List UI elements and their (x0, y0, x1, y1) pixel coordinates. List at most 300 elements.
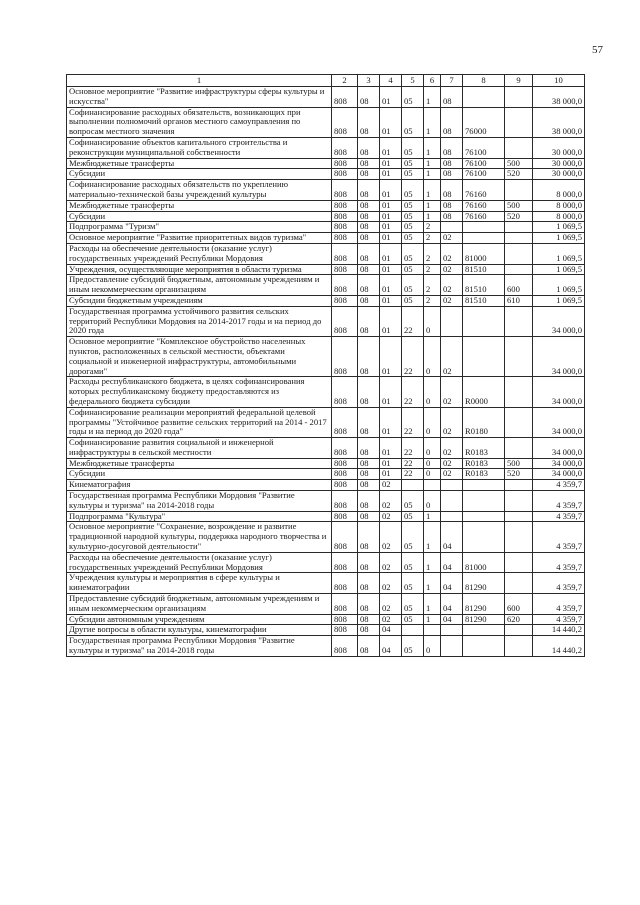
code-direction (463, 480, 505, 491)
code-activity: 04 (441, 594, 463, 615)
table-row (67, 552, 585, 573)
table-row (67, 222, 585, 233)
code-expense-type (505, 87, 533, 108)
table-row (67, 264, 585, 275)
code-program: 05 (402, 222, 424, 233)
row-name: Расходы республиканского бюджета, в целях софинансирования которых республиканскому бюджету предоставляются из федерального бюджета субсидии (67, 377, 332, 407)
code-expense-type (505, 438, 533, 459)
code-subsection: 01 (380, 377, 402, 407)
code-subsection: 02 (380, 480, 402, 491)
code-expense-type (505, 243, 533, 264)
code-subprogram: 1 (424, 87, 441, 108)
code-subsection: 02 (380, 614, 402, 625)
code-ministry: 808 (332, 573, 358, 594)
table-row (67, 469, 585, 480)
row-amount: 34 000,0 (533, 407, 585, 437)
code-direction: 81290 (463, 594, 505, 615)
row-amount: 34 000,0 (533, 469, 585, 480)
code-activity: 08 (441, 211, 463, 222)
code-activity: 08 (441, 169, 463, 180)
row-amount: 4 359,7 (533, 594, 585, 615)
code-subsection: 01 (380, 295, 402, 306)
code-section: 08 (358, 480, 380, 491)
code-program: 05 (402, 211, 424, 222)
code-subsection: 01 (380, 137, 402, 158)
row-name: Государственная программа устойчивого развития сельских территорий Республики Мордовия на 2014-2017 годы и на период до 2020 года (67, 306, 332, 336)
code-activity: 04 (441, 522, 463, 552)
code-subprogram: 0 (424, 491, 441, 512)
code-expense-type: 610 (505, 295, 533, 306)
header-cell: 4 (380, 75, 402, 87)
table-row (67, 636, 585, 657)
code-subsection: 01 (380, 243, 402, 264)
table-row (67, 200, 585, 211)
code-expense-type (505, 625, 533, 636)
code-subprogram (424, 480, 441, 491)
code-program: 05 (402, 137, 424, 158)
code-section: 08 (358, 107, 380, 137)
code-activity: 02 (441, 295, 463, 306)
code-section: 08 (358, 295, 380, 306)
code-subprogram: 0 (424, 458, 441, 469)
code-ministry: 808 (332, 243, 358, 264)
code-expense-type (505, 233, 533, 244)
code-direction: R0180 (463, 407, 505, 437)
code-subsection: 01 (380, 407, 402, 437)
code-section: 08 (358, 458, 380, 469)
page-number: 57 (592, 44, 603, 56)
code-section: 08 (358, 200, 380, 211)
code-activity (441, 491, 463, 512)
code-program: 05 (402, 243, 424, 264)
row-name: Подпрограмма "Культура" (67, 511, 332, 522)
code-subprogram: 1 (424, 211, 441, 222)
code-activity: 08 (441, 158, 463, 169)
code-expense-type: 520 (505, 169, 533, 180)
code-subprogram: 2 (424, 295, 441, 306)
code-subsection: 01 (380, 233, 402, 244)
code-program: 05 (402, 107, 424, 137)
code-expense-type (505, 377, 533, 407)
code-subsection: 04 (380, 625, 402, 636)
code-activity: 08 (441, 200, 463, 211)
code-ministry: 808 (332, 614, 358, 625)
code-subprogram: 1 (424, 107, 441, 137)
row-name: Межбюджетные трансферты (67, 158, 332, 169)
code-program: 05 (402, 522, 424, 552)
code-activity (441, 222, 463, 233)
code-direction: 81000 (463, 552, 505, 573)
code-direction (463, 306, 505, 336)
code-section: 08 (358, 469, 380, 480)
code-subsection: 02 (380, 552, 402, 573)
code-program: 05 (402, 295, 424, 306)
code-subsection: 01 (380, 222, 402, 233)
row-name: Софинансирование объектов капитального строительства и реконструкции муниципальной собственности (67, 137, 332, 158)
table-row (67, 625, 585, 636)
row-name: Субсидии (67, 469, 332, 480)
row-amount: 8 000,0 (533, 211, 585, 222)
code-subsection: 01 (380, 438, 402, 459)
code-subsection: 01 (380, 200, 402, 211)
row-name: Софинансирование расходных обязательств по укреплению материально-технической базы учреждений культуры (67, 180, 332, 201)
code-expense-type (505, 306, 533, 336)
code-subprogram: 1 (424, 511, 441, 522)
row-name: Межбюджетные трансферты (67, 200, 332, 211)
row-name: Софинансирование расходных обязательств, возникающих при выполнении полномочий органов местного самоуправления по вопросам местного значения (67, 107, 332, 137)
table-row (67, 211, 585, 222)
code-ministry: 808 (332, 180, 358, 201)
code-subprogram: 2 (424, 264, 441, 275)
row-name: Предоставление субсидий бюджетным, автономным учреждениям и иным некоммерческим организациям (67, 594, 332, 615)
code-subprogram: 0 (424, 377, 441, 407)
table-row (67, 180, 585, 201)
code-ministry: 808 (332, 636, 358, 657)
row-name: Кинематография (67, 480, 332, 491)
code-direction: 76160 (463, 180, 505, 201)
row-amount: 4 359,7 (533, 522, 585, 552)
row-name: Субсидии бюджетным учреждениям (67, 295, 332, 306)
code-expense-type (505, 407, 533, 437)
code-expense-type: 600 (505, 275, 533, 296)
code-direction: 76160 (463, 211, 505, 222)
table-row (67, 573, 585, 594)
row-name: Межбюджетные трансферты (67, 458, 332, 469)
code-section: 08 (358, 625, 380, 636)
code-ministry: 808 (332, 169, 358, 180)
code-subprogram: 2 (424, 275, 441, 296)
code-subprogram: 0 (424, 337, 441, 377)
code-program: 05 (402, 636, 424, 657)
code-subprogram: 0 (424, 438, 441, 459)
code-program: 05 (402, 614, 424, 625)
header-cell: 1 (67, 75, 332, 87)
row-amount: 1 069,5 (533, 264, 585, 275)
code-subprogram: 2 (424, 222, 441, 233)
code-subprogram: 1 (424, 573, 441, 594)
code-section: 08 (358, 306, 380, 336)
code-section: 08 (358, 233, 380, 244)
code-subsection: 01 (380, 169, 402, 180)
code-ministry: 808 (332, 200, 358, 211)
code-program: 05 (402, 233, 424, 244)
table-row (67, 522, 585, 552)
code-program: 05 (402, 264, 424, 275)
code-expense-type: 600 (505, 594, 533, 615)
table-row (67, 137, 585, 158)
code-program: 05 (402, 552, 424, 573)
code-section: 08 (358, 87, 380, 108)
code-subsection: 02 (380, 573, 402, 594)
code-direction: 76100 (463, 169, 505, 180)
code-program: 05 (402, 169, 424, 180)
code-activity: 08 (441, 180, 463, 201)
code-program: 05 (402, 158, 424, 169)
code-activity (441, 625, 463, 636)
code-section: 08 (358, 522, 380, 552)
code-subsection: 02 (380, 522, 402, 552)
code-direction: 81510 (463, 275, 505, 296)
code-program (402, 480, 424, 491)
row-name: Предоставление субсидий бюджетным, автономным учреждениям и иным некоммерческим организациям (67, 275, 332, 296)
code-program: 05 (402, 573, 424, 594)
code-expense-type (505, 107, 533, 137)
code-activity: 02 (441, 407, 463, 437)
code-expense-type: 500 (505, 200, 533, 211)
code-program: 22 (402, 458, 424, 469)
table-row (67, 614, 585, 625)
code-direction: 81000 (463, 243, 505, 264)
code-ministry: 808 (332, 87, 358, 108)
table-row (67, 337, 585, 377)
row-amount: 38 000,0 (533, 87, 585, 108)
code-activity: 02 (441, 243, 463, 264)
code-subsection: 01 (380, 158, 402, 169)
code-activity: 04 (441, 552, 463, 573)
code-section: 08 (358, 407, 380, 437)
code-direction (463, 625, 505, 636)
row-name: Субсидии автономным учреждениям (67, 614, 332, 625)
row-name: Основное мероприятие "Развитие инфраструктуры сферы культуры и искусства" (67, 87, 332, 108)
code-ministry: 808 (332, 407, 358, 437)
code-subprogram: 1 (424, 200, 441, 211)
code-subsection: 01 (380, 337, 402, 377)
code-section: 08 (358, 491, 380, 512)
code-program: 05 (402, 200, 424, 211)
code-ministry: 808 (332, 480, 358, 491)
code-subprogram: 2 (424, 233, 441, 244)
code-expense-type: 500 (505, 158, 533, 169)
code-expense-type (505, 222, 533, 233)
code-activity: 02 (441, 377, 463, 407)
code-direction (463, 222, 505, 233)
header-cell: 3 (358, 75, 380, 87)
code-expense-type (505, 491, 533, 512)
code-activity (441, 636, 463, 657)
row-name: Расходы на обеспечение деятельности (оказание услуг) государственных учреждений Республики Мордовия (67, 552, 332, 573)
budget-table (66, 74, 585, 657)
table-row (67, 87, 585, 108)
code-direction: 81510 (463, 264, 505, 275)
code-program: 05 (402, 275, 424, 296)
code-section: 08 (358, 275, 380, 296)
code-program: 22 (402, 438, 424, 459)
code-ministry: 808 (332, 511, 358, 522)
row-amount: 14 440,2 (533, 636, 585, 657)
code-section: 08 (358, 614, 380, 625)
row-amount: 34 000,0 (533, 306, 585, 336)
row-name: Учреждения культуры и мероприятия в сфере культуры и кинематографии (67, 573, 332, 594)
code-subprogram: 1 (424, 594, 441, 615)
row-amount: 1 069,5 (533, 243, 585, 264)
code-activity: 02 (441, 337, 463, 377)
code-expense-type (505, 180, 533, 201)
row-name: Субсидии (67, 211, 332, 222)
code-section: 08 (358, 594, 380, 615)
row-amount: 34 000,0 (533, 377, 585, 407)
code-direction (463, 511, 505, 522)
code-expense-type (505, 511, 533, 522)
row-name: Основное мероприятие "Комплексное обустройство населенных пунктов, расположенных в сельской местности, объектами социальной и инженерной инфраструктуры, автомобильными дорогами" (67, 337, 332, 377)
code-section: 08 (358, 438, 380, 459)
code-direction: R0183 (463, 458, 505, 469)
code-subprogram: 1 (424, 552, 441, 573)
row-amount: 8 000,0 (533, 180, 585, 201)
code-subsection: 02 (380, 594, 402, 615)
row-name: Подпрограмма "Туризм" (67, 222, 332, 233)
code-direction (463, 636, 505, 657)
code-program: 22 (402, 469, 424, 480)
row-name: Софинансирование развития социальной и инженерной инфраструктуры в сельской местности (67, 438, 332, 459)
row-name: Государственная программа Республики Мордовия "Развитие культуры и туризма" на 2014-2018 годы (67, 491, 332, 512)
header-cell: 2 (332, 75, 358, 87)
code-section: 08 (358, 337, 380, 377)
row-amount: 1 069,5 (533, 222, 585, 233)
row-amount: 38 000,0 (533, 107, 585, 137)
row-amount: 4 359,7 (533, 614, 585, 625)
header-cell: 10 (533, 75, 585, 87)
code-program: 22 (402, 407, 424, 437)
row-name: Учреждения, осуществляющие мероприятия в области туризма (67, 264, 332, 275)
code-expense-type: 520 (505, 211, 533, 222)
code-expense-type (505, 137, 533, 158)
table-row (67, 458, 585, 469)
code-program: 22 (402, 377, 424, 407)
code-ministry: 808 (332, 137, 358, 158)
code-subsection: 01 (380, 211, 402, 222)
code-expense-type (505, 552, 533, 573)
code-subprogram: 1 (424, 169, 441, 180)
code-activity: 08 (441, 87, 463, 108)
code-subsection: 01 (380, 107, 402, 137)
row-name: Софинансирование реализации мероприятий федеральной целевой программы "Устойчивое развитие сельских территорий на 2014 - 2017 годы и на период до 2020 года" (67, 407, 332, 437)
code-subsection: 02 (380, 491, 402, 512)
code-section: 08 (358, 377, 380, 407)
header-cell: 9 (505, 75, 533, 87)
code-section: 08 (358, 573, 380, 594)
code-activity: 04 (441, 614, 463, 625)
code-subsection: 01 (380, 306, 402, 336)
code-section: 08 (358, 243, 380, 264)
code-direction (463, 337, 505, 377)
code-expense-type (505, 522, 533, 552)
code-section: 08 (358, 222, 380, 233)
code-direction: 76100 (463, 137, 505, 158)
code-expense-type: 520 (505, 469, 533, 480)
code-subsection: 01 (380, 458, 402, 469)
row-amount: 30 000,0 (533, 169, 585, 180)
code-activity (441, 511, 463, 522)
code-subsection: 01 (380, 275, 402, 296)
code-activity (441, 306, 463, 336)
code-subprogram: 0 (424, 306, 441, 336)
code-direction (463, 233, 505, 244)
code-activity: 02 (441, 438, 463, 459)
code-subprogram: 1 (424, 180, 441, 201)
code-program: 05 (402, 87, 424, 108)
code-ministry: 808 (332, 264, 358, 275)
code-section: 08 (358, 180, 380, 201)
row-amount: 34 000,0 (533, 337, 585, 377)
code-subprogram (424, 625, 441, 636)
code-program: 05 (402, 594, 424, 615)
code-section: 08 (358, 636, 380, 657)
row-amount: 4 359,7 (533, 480, 585, 491)
table-row (67, 295, 585, 306)
code-section: 08 (358, 264, 380, 275)
code-direction: R0183 (463, 438, 505, 459)
code-subsection: 01 (380, 469, 402, 480)
code-subsection: 02 (380, 511, 402, 522)
code-direction: 81290 (463, 573, 505, 594)
table-row (67, 306, 585, 336)
code-expense-type (505, 337, 533, 377)
code-direction (463, 87, 505, 108)
code-direction: 76000 (463, 107, 505, 137)
code-direction: 76100 (463, 158, 505, 169)
code-direction (463, 491, 505, 512)
table-row (67, 107, 585, 137)
code-ministry: 808 (332, 377, 358, 407)
code-ministry: 808 (332, 158, 358, 169)
row-amount: 30 000,0 (533, 158, 585, 169)
row-name: Государственная программа Республики Мордовия "Развитие культуры и туризма" на 2014-2018 годы (67, 636, 332, 657)
table-row (67, 438, 585, 459)
code-subprogram: 2 (424, 243, 441, 264)
code-activity: 04 (441, 573, 463, 594)
row-amount: 30 000,0 (533, 137, 585, 158)
code-program: 22 (402, 306, 424, 336)
header-cell: 6 (424, 75, 441, 87)
table-row (67, 377, 585, 407)
code-subprogram: 1 (424, 522, 441, 552)
row-amount: 14 440,2 (533, 625, 585, 636)
code-direction (463, 522, 505, 552)
code-expense-type (505, 480, 533, 491)
code-activity: 08 (441, 137, 463, 158)
table-row (67, 169, 585, 180)
code-ministry: 808 (332, 438, 358, 459)
code-ministry: 808 (332, 275, 358, 296)
table-row (67, 594, 585, 615)
code-ministry: 808 (332, 233, 358, 244)
table-row (67, 233, 585, 244)
code-activity: 02 (441, 275, 463, 296)
row-amount: 4 359,7 (533, 511, 585, 522)
header-cell: 7 (441, 75, 463, 87)
code-direction: R0000 (463, 377, 505, 407)
code-ministry: 808 (332, 594, 358, 615)
code-ministry: 808 (332, 306, 358, 336)
header-cell: 8 (463, 75, 505, 87)
row-amount: 8 000,0 (533, 200, 585, 211)
code-section: 08 (358, 511, 380, 522)
table-row (67, 480, 585, 491)
code-subsection: 01 (380, 180, 402, 201)
code-expense-type (505, 573, 533, 594)
code-ministry: 808 (332, 337, 358, 377)
code-expense-type: 620 (505, 614, 533, 625)
row-name: Основное мероприятие "Развитие приоритетных видов туризма" (67, 233, 332, 244)
code-activity: 02 (441, 458, 463, 469)
code-program (402, 625, 424, 636)
code-subprogram: 1 (424, 158, 441, 169)
code-program: 05 (402, 491, 424, 512)
code-subsection: 01 (380, 87, 402, 108)
code-ministry: 808 (332, 458, 358, 469)
code-activity: 02 (441, 469, 463, 480)
header-cell: 5 (402, 75, 424, 87)
